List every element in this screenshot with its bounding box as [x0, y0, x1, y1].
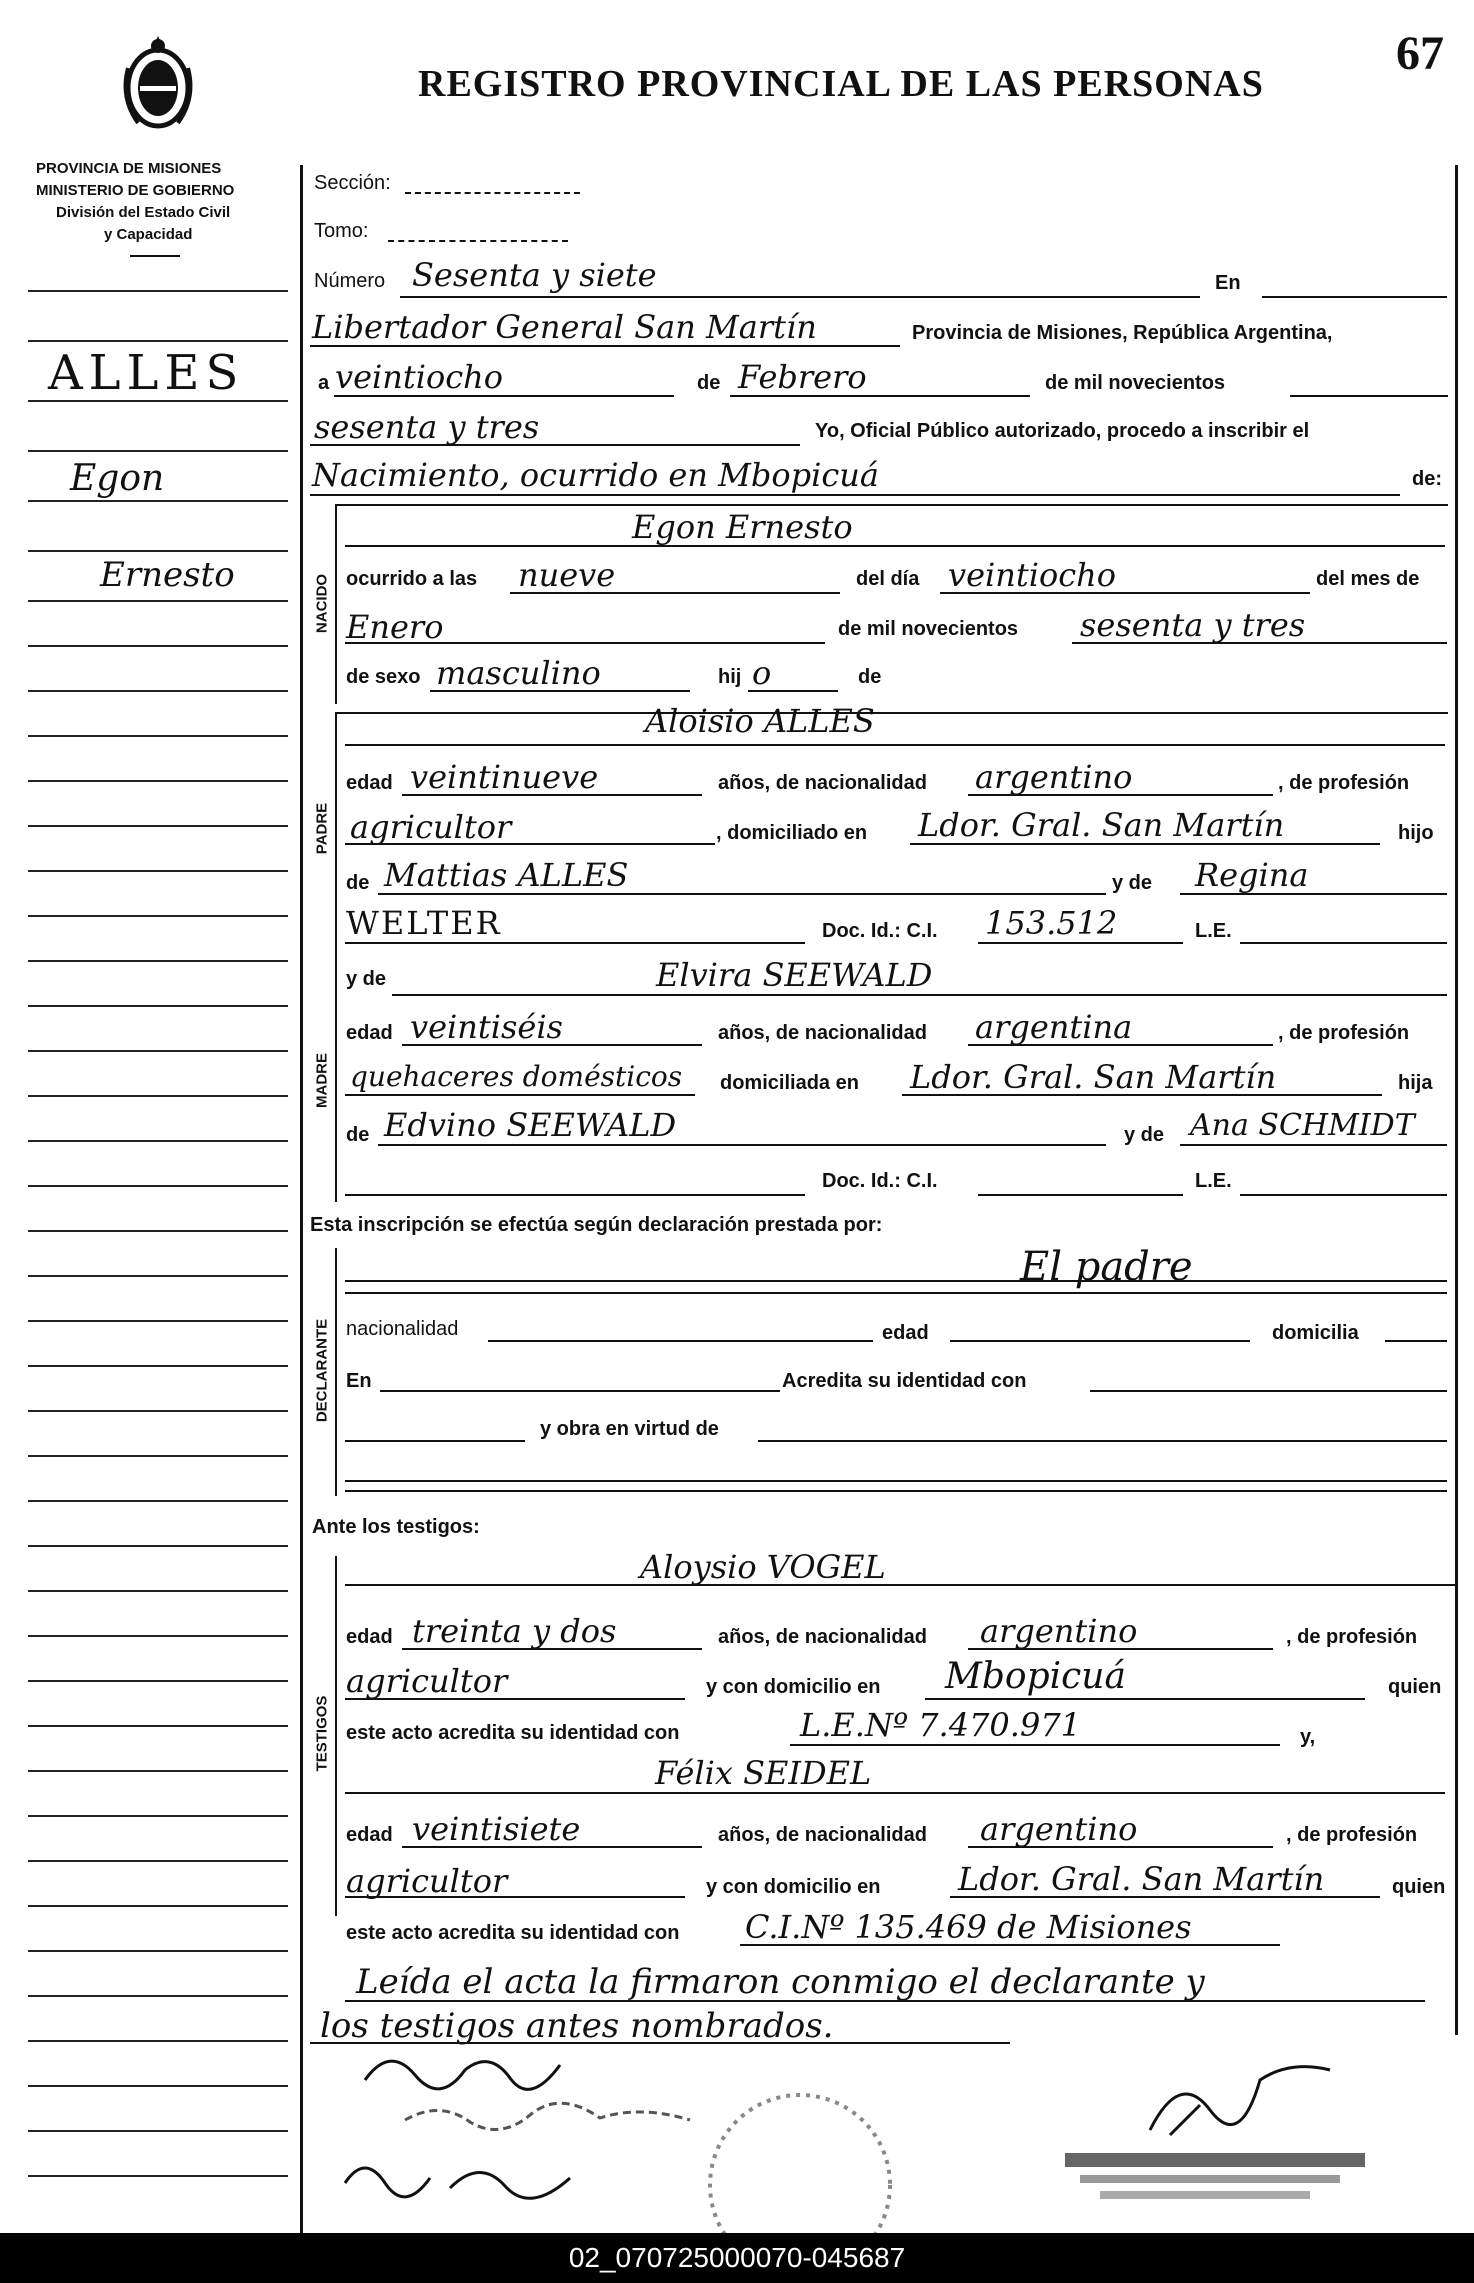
t2-prof-label: , de profesión [1286, 1824, 1418, 1846]
testigo2-nombre: Félix SEIDEL [655, 1754, 872, 1792]
madre-edad-label: edad [346, 1022, 393, 1044]
madre-nombre: Elvira SEEWALD [656, 956, 933, 994]
dia-value: veintiocho [335, 358, 504, 396]
padre-le-label: L.E. [1195, 920, 1232, 942]
nacido-nombre: Egon Ernesto [632, 508, 853, 546]
padre-ci-value: 153.512 [985, 904, 1118, 942]
sexo-value: masculino [436, 654, 601, 692]
signature-2-icon [400, 2090, 700, 2140]
padre-prof-value: agricultor [350, 808, 512, 846]
padre-edad-value: veintinueve [410, 758, 599, 796]
t1-acto-label: este acto acredita su identidad con [346, 1722, 680, 1744]
margin-name-2: Ernesto [100, 555, 235, 595]
lugar-value: Libertador General San Martín [312, 308, 817, 346]
numero-value: Sesenta y siete [412, 256, 657, 294]
t2-nac-value: argentino [980, 1810, 1138, 1848]
padre-yde-label: y de [1112, 872, 1153, 894]
page-number: 67 [1396, 27, 1444, 80]
margin-surname: ALLES [48, 345, 245, 401]
padre-hijo-label: hijo [1398, 822, 1434, 844]
padre-dom-value: Ldor. Gral. San Martín [918, 806, 1285, 844]
t1-y-label: y, [1300, 1726, 1316, 1748]
decl-dom-label: domicilia [1272, 1322, 1359, 1344]
madre-nac-value: argentina [975, 1008, 1133, 1046]
de-mil-label: de mil novecientos [1045, 372, 1226, 394]
yo-oficial-label: Yo, Oficial Público autorizado, procedo a inscribir el [815, 420, 1310, 442]
org-line-2: MINISTERIO DE GOBIERNO [36, 182, 235, 199]
t1-nac-label: años, de nacionalidad [718, 1626, 927, 1648]
padre-de-label: de [346, 872, 370, 894]
closing-line-2: los testigos antes nombrados. [320, 2006, 834, 2046]
anio-value: sesenta y tres [314, 408, 540, 446]
inscripcion-label: Esta inscripción se efectúa según declaración prestada por: [310, 1214, 883, 1236]
en-label: En [1215, 272, 1241, 294]
t1-doc-value: L.E.Nº 7.470.971 [800, 1706, 1082, 1744]
decl-nac-label: nacionalidad [346, 1318, 459, 1340]
tag-declarante: DECLARANTE [313, 1318, 331, 1423]
closing-line-1: Leída el acta la firmaron conmigo el declarante y [356, 1962, 1205, 2002]
del-dia-label: del día [856, 568, 920, 590]
padre-nombre: Aloisio ALLES [645, 702, 875, 740]
del-mes-label: del mes de [1316, 568, 1420, 590]
t1-dom-label: y con domicilio en [706, 1676, 881, 1698]
tag-padre: PADRE [313, 802, 331, 855]
org-line-4: y Capacidad [104, 226, 193, 243]
t2-acto-label: este acto acredita su identidad con [346, 1922, 680, 1944]
acto-value: Nacimiento, ocurrido en Mbopicuá [312, 456, 879, 494]
t1-prof-value: agricultor [346, 1662, 508, 1700]
t1-nac-value: argentino [980, 1612, 1138, 1650]
padre-prof-label: , de profesión [1278, 772, 1410, 794]
madre-edad-value: veintiséis [410, 1008, 563, 1046]
sexo-label: de sexo [346, 666, 421, 688]
t2-nac-label: años, de nacionalidad [718, 1824, 927, 1846]
t1-quien-label: quien [1388, 1676, 1442, 1698]
testigo1-nombre: Aloysio VOGEL [640, 1548, 886, 1586]
tag-testigos: TESTIGOS [313, 1695, 331, 1772]
decl-edad-label: edad [882, 1322, 929, 1344]
declarante-nombre: El padre [1020, 1244, 1193, 1290]
t2-doc-value: C.I.Nº 135.469 de Misiones [745, 1908, 1192, 1946]
t1-prof-label: , de profesión [1286, 1626, 1418, 1648]
madre-prof-label: , de profesión [1278, 1022, 1410, 1044]
madre-yde-label-2: y de [1124, 1124, 1165, 1146]
t1-edad-value: treinta y dos [412, 1612, 617, 1650]
ante-testigos-label: Ante los testigos: [312, 1516, 480, 1538]
t1-edad-label: edad [346, 1626, 393, 1648]
t1-dom-value: Mbopicuá [945, 1656, 1126, 1697]
t2-edad-value: veintisiete [412, 1810, 581, 1848]
tomo-label: Tomo: [314, 220, 369, 242]
madre-yde-label: y de [346, 968, 387, 990]
seccion-label: Sección: [314, 172, 391, 194]
hijo-suffix: o [752, 654, 772, 692]
margin-name-1: Egon [70, 458, 165, 499]
de-label-2: de [858, 666, 882, 688]
round-seal-icon [700, 2085, 900, 2235]
padre-nac-label: años, de nacionalidad [718, 772, 927, 794]
padre-madre-cont: WELTER [346, 904, 502, 942]
madre-madre-value: Ana SCHMIDT [1190, 1108, 1415, 1143]
padre-doc-label: Doc. Id.: C.I. [822, 920, 938, 942]
official-stamp-icon [1060, 2145, 1380, 2215]
org-line-1: PROVINCIA DE MISIONES [36, 160, 222, 177]
anio-nac-value: sesenta y tres [1080, 606, 1306, 644]
t2-dom-label: y con domicilio en [706, 1876, 881, 1898]
decl-acredita-label: Acredita su identidad con [782, 1370, 1027, 1392]
org-line-3: División del Estado Civil [56, 204, 231, 221]
madre-dom-value: Ldor. Gral. San Martín [910, 1058, 1277, 1096]
t2-prof-value: agricultor [346, 1862, 508, 1900]
de-mil-label-2: de mil novecientos [838, 618, 1019, 640]
t2-quien-label: quien [1392, 1876, 1446, 1898]
mes-nac-value: Enero [346, 608, 444, 646]
madre-dom-label: domiciliada en [720, 1072, 859, 1094]
tag-nacido: NACIDO [313, 573, 331, 634]
decl-en-label: En [346, 1370, 372, 1392]
madre-doc-label: Doc. Id.: C.I. [822, 1170, 938, 1192]
padre-madre-value: Regina [1195, 856, 1309, 894]
a-label: a [318, 372, 330, 394]
provincia-label: Provincia de Misiones, República Argentina, [912, 322, 1333, 344]
padre-nac-value: argentino [975, 758, 1133, 796]
ocurrido-label: ocurrido a las [346, 568, 478, 590]
madre-prof-value: quehaceres domésticos [350, 1060, 683, 1093]
padre-dom-label: , domiciliado en [716, 822, 868, 844]
tag-madre: MADRE [313, 1053, 331, 1108]
t2-edad-label: edad [346, 1824, 393, 1846]
madre-hija-label: hija [1398, 1072, 1433, 1094]
hij-label: hij [718, 666, 742, 688]
dia-nac-value: veintiocho [948, 556, 1117, 594]
page-title: REGISTRO PROVINCIAL DE LAS PERSONAS [418, 63, 1264, 105]
padre-edad-label: edad [346, 772, 393, 794]
de-label-1: de [697, 372, 721, 394]
madre-nac-label: años, de nacionalidad [718, 1022, 927, 1044]
t2-dom-value: Ldor. Gral. San Martín [958, 1860, 1325, 1898]
de-colon-label: de: [1412, 468, 1442, 490]
padre-padre-value: Mattias ALLES [384, 856, 629, 894]
official-signature-icon [1140, 2050, 1340, 2140]
decl-obra-label: y obra en virtud de [540, 1418, 719, 1440]
signature-3-icon [340, 2148, 600, 2203]
mes-value: Febrero [738, 358, 867, 396]
madre-de-label: de [346, 1124, 370, 1146]
footer-code: 02_070725000070-045687 [0, 2233, 1474, 2283]
margin-column [0, 0, 300, 2230]
madre-padre-value: Edvino SEEWALD [384, 1106, 677, 1144]
numero-label: Número [314, 270, 386, 292]
madre-le-label: L.E. [1195, 1170, 1232, 1192]
hora-value: nueve [518, 556, 616, 594]
